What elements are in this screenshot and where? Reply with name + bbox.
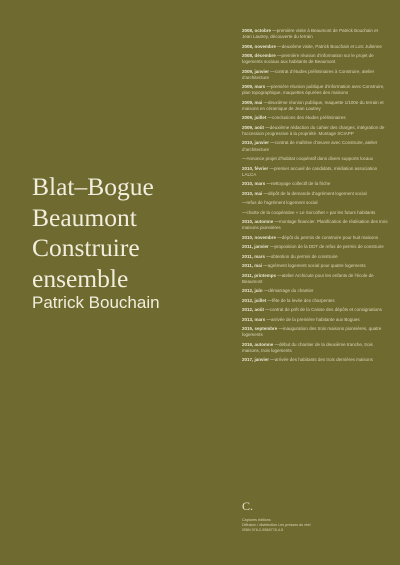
timeline-entry — [242, 115, 388, 121]
timeline-date: 2013, mars — [242, 316, 266, 322]
timeline-text: première réunion d’information sur le projet de logements sociaux aux habitants de Beaumont — [242, 53, 374, 65]
timeline-text: fête de la levée des charpentes — [272, 297, 335, 303]
timeline-dash: — — [269, 357, 275, 363]
timeline-entry — [242, 307, 388, 313]
timeline-date: 2008, novembre — [242, 43, 277, 49]
timeline-entry — [242, 200, 388, 206]
timeline-text: arrivée des habitants des trois dernières maisons — [274, 357, 373, 363]
timeline-entry — [242, 100, 388, 112]
timeline-dash: — — [266, 115, 273, 121]
book-title — [32, 172, 154, 294]
timeline-text: obtention du permis de construire — [270, 253, 338, 259]
timeline-entry — [242, 181, 388, 187]
publisher-logo: C. — [242, 499, 254, 513]
timeline-date: 2012, août — [242, 307, 265, 313]
isbn-line: ISBN 978-2-9558778-4-5 — [242, 528, 284, 532]
timeline-dash: — — [262, 263, 268, 269]
timeline-entry — [242, 44, 388, 50]
timeline-dash: — — [265, 253, 271, 259]
timeline-dash: — — [264, 307, 270, 313]
timeline-text: première visite à Beaumont de Patrick Bouchain et Jean Lautrey, découverte du terrain — [242, 28, 378, 40]
timeline-entry — [242, 69, 388, 81]
timeline-dash: — — [262, 288, 269, 294]
timeline-date: 2015, septembre — [242, 326, 278, 332]
timeline-date: 2009, janvier — [242, 68, 270, 74]
timeline-date: 2010, novembre — [242, 234, 277, 240]
timeline-text: arrivée de la première habitante aux Bogues — [271, 316, 360, 322]
timeline-text: montage financier. Planification de réalisation des trois maisons pionnières — [242, 219, 388, 231]
timeline-text: agrément logement social pour quatre logements — [267, 263, 366, 269]
timeline-entry — [242, 263, 388, 269]
timeline-text: refus de l’agrément logement social — [246, 200, 318, 206]
timeline-date: 2010, automne — [242, 219, 274, 225]
timeline-entry — [242, 219, 388, 231]
timeline-text: dépôt de la demande d’agrément logement social — [268, 190, 367, 196]
timeline-dash: — — [268, 165, 275, 171]
timeline-text: dépôt du permis de construire pour huit maisons — [281, 234, 379, 240]
timeline-text: démarrage du chantier — [268, 288, 314, 294]
timeline-date: 2011, printemps — [242, 272, 277, 278]
timeline-text: atelier Archicute pour les enfants de l’école de Beaumont — [242, 272, 374, 284]
timeline-entry — [242, 156, 388, 162]
timeline-entry — [242, 288, 388, 294]
timeline-date: 2011, mai — [242, 263, 263, 269]
timeline-entry — [242, 326, 388, 338]
timeline-dash: — — [242, 209, 247, 215]
title-line: Beaumont — [32, 202, 137, 232]
timeline-dash: — — [273, 341, 280, 347]
timeline-entry — [242, 273, 388, 285]
timeline-text: conclusions des études préliminaires — [272, 115, 346, 121]
timeline-dash: — — [269, 140, 275, 146]
timeline-date: 2008, décembre — [242, 53, 276, 59]
timeline-entry — [242, 53, 388, 65]
timeline-dash: — — [275, 53, 282, 59]
timeline-dash: — — [273, 219, 280, 225]
distribution-line: Diffusion / distribution Les presses du réel — [242, 523, 311, 527]
title-line: Blat–Bogue — [32, 172, 154, 201]
timeline-date: 2009, mai — [242, 99, 263, 105]
timeline-date: 2008, octobre — [242, 28, 272, 33]
title-line: Construire — [32, 233, 140, 262]
timeline-text: deuxième rédaction du cahier des charges, intégration de l’accession progressive à la propriété. Montage SCIAPP — [242, 124, 385, 136]
timeline-text: contrat de prêt de la Caisse des dépôts et consignations — [269, 307, 382, 313]
timeline-dash: — — [276, 234, 282, 240]
timeline-dash: — — [276, 43, 282, 49]
timeline-dash: — — [265, 181, 272, 187]
publisher-block — [242, 500, 392, 533]
timeline-dash: — — [265, 316, 272, 322]
timeline-dash: — — [262, 190, 269, 196]
timeline-date: 2016, automne — [242, 341, 274, 347]
publisher-name: Captures éditions — [242, 518, 271, 522]
timeline-dash: — — [242, 200, 247, 206]
timeline-date: 2009, juillet — [242, 115, 267, 121]
timeline-dash: — — [262, 99, 269, 105]
timeline-text: contrat de maîtrise d’œuvre avec Construire, atelier d’architecture — [242, 140, 378, 152]
timeline-dash: — — [276, 272, 282, 278]
timeline-entry — [242, 84, 388, 96]
timeline-text: nettoyage collectif de la friche — [271, 181, 331, 187]
timeline-text: inauguration des trois maisons pionnières, quatre logements — [242, 326, 382, 338]
timeline-text: première réunion publique d’information avec Construire, plan topographique, maquettes épurées des maisons — [242, 84, 385, 96]
timeline-dash: — — [269, 68, 275, 74]
timeline-entry — [242, 140, 388, 152]
timeline-text: Annonce projet d’habitat coopératif dans divers supports locaux — [246, 156, 374, 162]
timeline-date: 2010, février — [242, 165, 269, 171]
timeline-date: 2011, mars — [242, 253, 266, 259]
timeline-date: 2010, mars — [242, 181, 266, 187]
timeline-text: deuxième réunion publique, maquette 1/100e du terrain et maisons en céramique de Jean Lautrey — [242, 99, 384, 111]
timeline-entry — [242, 235, 388, 241]
timeline-dash: — — [265, 84, 272, 90]
book-author: Patrick Bouchain — [32, 293, 160, 312]
timeline-entry — [242, 254, 388, 260]
timeline-entry — [242, 28, 388, 40]
timeline-dash: — — [266, 297, 273, 303]
timeline-entry — [242, 244, 388, 250]
timeline-entry — [242, 342, 388, 354]
title-line: ensemble — [32, 263, 129, 293]
timeline-entry — [242, 210, 388, 216]
timeline-entry — [242, 357, 388, 363]
timeline-entry — [242, 317, 388, 323]
timeline-entry — [242, 125, 388, 137]
timeline-entry — [242, 166, 388, 178]
timeline-date: 2009, mars — [242, 84, 266, 90]
timeline-dash: — — [271, 28, 277, 33]
timeline-entry — [242, 298, 388, 304]
timeline-text: deuxième visite, Patrick Bouchain et Loïc Julienne — [281, 43, 382, 49]
timeline-date: 2012, juin — [242, 288, 263, 294]
timeline-date: 2011, janvier — [242, 244, 269, 250]
timeline-date: 2010, mai — [242, 190, 263, 196]
timeline-dash: — — [242, 156, 247, 162]
timeline-dash: — — [277, 326, 284, 332]
timeline-text: début du chantier de la deuxième tranche, trois maisons, trois logements — [242, 341, 373, 353]
timeline-entry — [242, 191, 388, 197]
timeline-date: 2017, janvier — [242, 357, 270, 363]
timeline-text: contrat d’études préliminaires à Construire, atelier d’architecture — [242, 68, 375, 80]
timeline-date: 2010, janvier — [242, 140, 270, 146]
timeline-text: premier accueil de candidats, médiation association LALCA — [242, 165, 378, 177]
timeline-date: 2012, juillet — [242, 297, 267, 303]
timeline-dash: — — [264, 124, 270, 130]
project-timeline — [242, 28, 388, 367]
timeline-text: proposition de la DDT de refus de permis de construire — [274, 244, 384, 250]
timeline-dash: — — [268, 244, 275, 250]
timeline-text: charte de la coopérative « Le Sorcolhet » par les futurs habitants — [246, 209, 376, 215]
timeline-date: 2009, août — [242, 124, 265, 130]
